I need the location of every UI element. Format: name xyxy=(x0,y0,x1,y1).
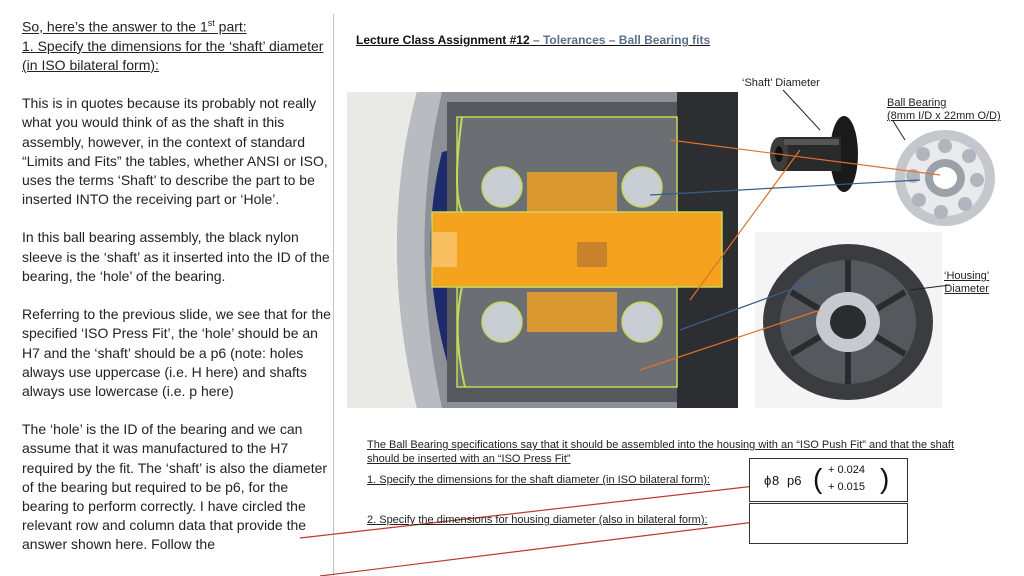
close-paren: ) xyxy=(880,463,890,494)
open-paren: ( xyxy=(813,463,823,494)
heading-line1-end: part: xyxy=(214,18,247,35)
paragraph-nylon-sleeve: In this ball bearing assembly, the black nylon sleeve is the ‘shaft’ as it inserted into the ID of the bearing, the ‘hole’ of the bearing. xyxy=(22,229,330,284)
upper-deviation: + 0.024 xyxy=(828,464,866,476)
shaft-pointer-arrow xyxy=(690,150,800,300)
diameter-symbol: ϕ xyxy=(764,473,772,488)
lower-deviation: + 0.015 xyxy=(828,481,866,493)
label-housing-line2: Diameter xyxy=(944,283,989,295)
shaft-label-leader xyxy=(783,90,820,130)
paragraph-h7-p6: The ‘hole’ is the ID of the bearing and we can assume that it was manufactured to the H7 required by the fit. The ‘shaft’ is also the diameter of the bearing but required to be p6, for the bearing to perform correctly. I have circled the relevant row and column data that provide the answer shown here. Follow the xyxy=(22,421,328,553)
label-ball-bearing-line1: Ball Bearing xyxy=(887,97,947,109)
label-shaft-diameter: ‘Shaft’ Diameter xyxy=(742,77,820,89)
question-housing: 2. Specify the dimensions for housing diameter (also in bilateral form): xyxy=(367,514,708,526)
answer-box-shaft xyxy=(749,458,908,502)
question-shaft: 1. Specify the dimensions for the shaft diameter (in ISO bilateral form): xyxy=(367,474,710,486)
paragraph-press-fit: Referring to the previous slide, we see that for the specified ‘ISO Press Fit’, the ‘hole’ should be an H7 and the ‘shaft’ should be a p6 (note: holes always use uppercase (i.e. H here) and shafts always use lowercase (i.e. p here) xyxy=(22,306,331,399)
heading-line2: 1. Specify the dimensions for the ‘shaft’ diameter (in ISO bilateral form): xyxy=(22,37,324,74)
paragraph-shaft-context: This is in quotes because its probably not really what you would think of as the shaft in this assembly, however, in the context of standard “Limits and Fits” the tables, whether ANSI or ISO, uses the terms ‘Shaft’ to describe the part to be inserted INTO the receiving part or ‘Hole’. xyxy=(22,95,328,208)
heading-line1: So, here’s the answer to the 1 xyxy=(22,18,208,35)
label-housing-line1: ‘Housing’ xyxy=(944,270,990,282)
answer-box-housing[interactable] xyxy=(749,503,908,544)
spec-text: The Ball Bearing specifications say that it should be assembled into the housing with an “ISO Push Fit” and that the shaft should be inserted with an “ISO Press Fit” xyxy=(367,439,954,465)
slide-title-main: Lecture Class Assignment #12 xyxy=(356,33,530,47)
housing-pointer-arrow-b xyxy=(640,310,820,370)
bearing-label-leader xyxy=(893,121,905,140)
slide-title-sub: – Tolerances – Ball Bearing fits xyxy=(529,33,711,47)
nominal-size: 8 xyxy=(772,473,780,488)
answer2-pointer-arrow xyxy=(320,522,755,576)
fit-grade: p6 xyxy=(787,473,802,488)
label-ball-bearing-line2: (8mm I/D x 22mm O/D) xyxy=(887,110,1001,122)
bearing-pointer-arrow-a xyxy=(650,180,920,195)
heading-superscript: st xyxy=(207,18,215,28)
housing-label-leader xyxy=(910,285,950,290)
bearing-pointer-arrow-b xyxy=(670,140,940,175)
